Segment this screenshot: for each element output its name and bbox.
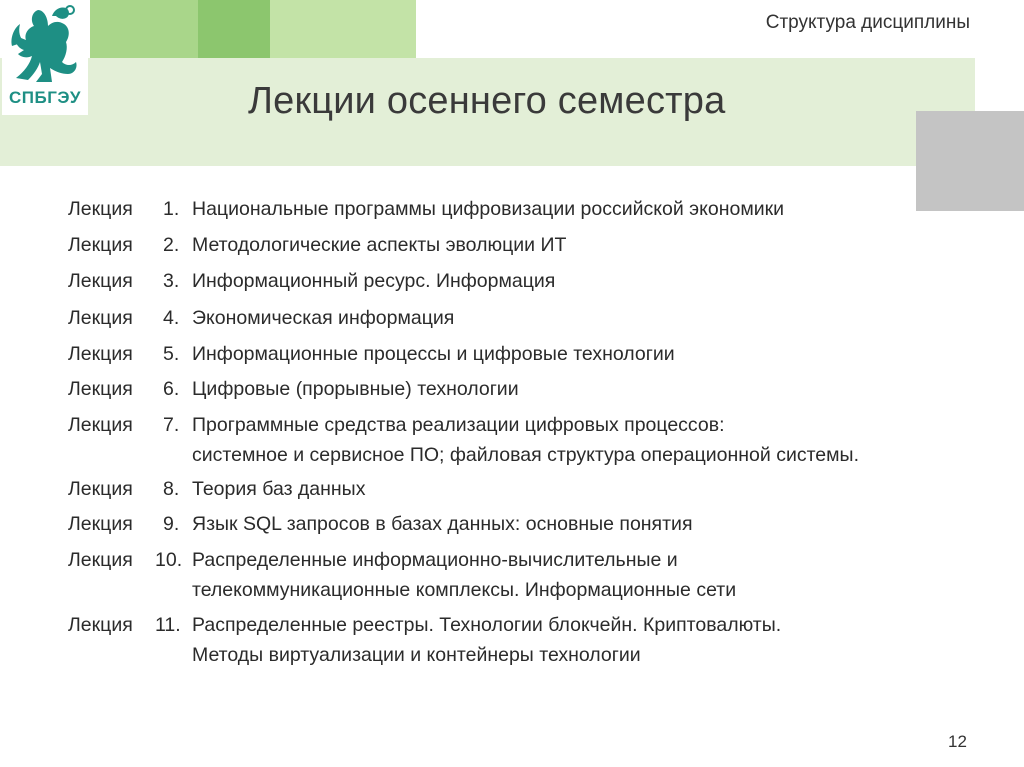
list-item xyxy=(68,374,998,410)
list-item xyxy=(68,509,998,545)
lecture-text: Методы виртуализации и контейнеры технологии xyxy=(192,644,641,666)
lecture-text: Национальные программы цифровизации российской экономики xyxy=(192,198,785,220)
lecture-prefix: Лекция xyxy=(68,307,133,329)
lecture-text: системное и сервисное ПО; файловая структура операционной системы. xyxy=(192,444,859,466)
lecture-prefix: Лекция xyxy=(68,378,133,400)
lecture-prefix: Лекция xyxy=(68,198,133,220)
lecture-text: Распределенные информационно-вычислительные и xyxy=(192,549,678,571)
lecture-list xyxy=(68,194,998,674)
decor-block xyxy=(270,0,416,58)
lecture-text: телекоммуникационные комплексы. Информационные сети xyxy=(192,579,737,601)
lecture-prefix: Лекция xyxy=(68,414,133,436)
lecture-text: Методологические аспекты эволюции ИТ xyxy=(192,234,567,256)
griffin-icon xyxy=(8,2,82,90)
university-logo xyxy=(2,0,88,115)
list-item xyxy=(68,545,998,610)
page-number: 12 xyxy=(948,732,967,751)
lecture-number: 6. xyxy=(163,378,180,400)
section-title: Структура дисциплины xyxy=(765,12,970,33)
lecture-prefix: Лекция xyxy=(68,513,133,535)
list-item xyxy=(68,610,998,674)
lecture-number: 3. xyxy=(163,270,180,292)
lecture-number: 9. xyxy=(163,513,180,535)
lecture-prefix: Лекция xyxy=(68,234,133,256)
list-item xyxy=(68,230,998,266)
logo-text: СПБГЭУ xyxy=(8,88,82,107)
lecture-text: Язык SQL запросов в базах данных: основные понятия xyxy=(192,513,693,535)
lecture-text: Теория баз данных xyxy=(192,478,366,500)
page-title: Лекции осеннего семестра xyxy=(248,80,726,122)
lecture-text: Экономическая информация xyxy=(192,307,455,329)
lecture-text: Информационный ресурс. Информация xyxy=(192,270,556,292)
list-item xyxy=(68,474,998,509)
list-item xyxy=(68,303,998,339)
lecture-text: Распределенные реестры. Технологии блокчейн. Криптовалюты. xyxy=(192,614,782,636)
decor-block xyxy=(90,0,198,58)
lecture-prefix: Лекция xyxy=(68,614,133,636)
lecture-number: 8. xyxy=(163,478,180,500)
lecture-prefix: Лекция xyxy=(68,270,133,292)
list-item xyxy=(68,266,998,303)
lecture-number: 10. xyxy=(155,549,183,571)
lecture-number: 4. xyxy=(163,307,180,329)
lecture-prefix: Лекция xyxy=(68,343,133,365)
lecture-number: 5. xyxy=(163,343,180,365)
lecture-number: 11. xyxy=(155,614,181,636)
lecture-number: 2. xyxy=(163,234,180,256)
lecture-number: 7. xyxy=(163,414,180,436)
lecture-text: Информационные процессы и цифровые технологии xyxy=(192,343,675,365)
lecture-text: Цифровые (прорывные) технологии xyxy=(192,378,519,400)
decor-block xyxy=(198,0,270,58)
list-item xyxy=(68,339,998,374)
lecture-prefix: Лекция xyxy=(68,478,133,500)
list-item xyxy=(68,410,998,474)
lecture-number: 1. xyxy=(163,198,180,220)
list-item xyxy=(68,194,998,230)
lecture-prefix: Лекция xyxy=(68,549,133,571)
lecture-text: Программные средства реализации цифровых процессов: xyxy=(192,414,725,436)
